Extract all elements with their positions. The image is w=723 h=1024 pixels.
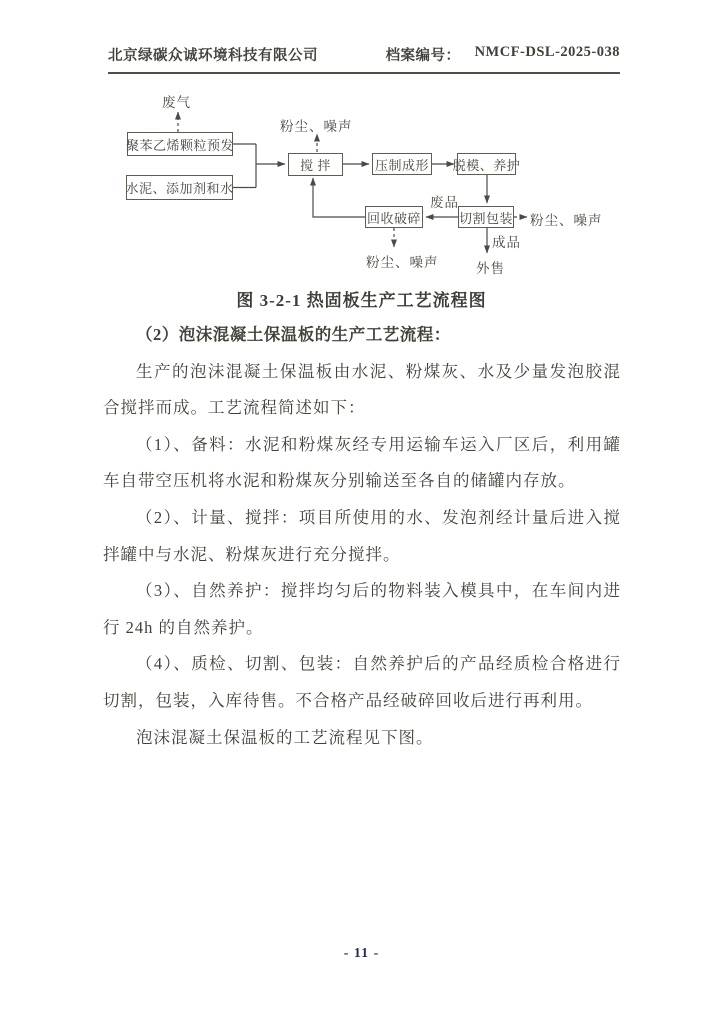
archive-number-group bbox=[386, 44, 620, 65]
paragraph-step-1: （1）、备料：水泥和粉煤灰经专用运输车运入厂区后，利用罐车自带空压机将水泥和粉煤灰分别输送至各自的储罐内存放。 bbox=[103, 434, 621, 491]
company-name: 北京绿碳众诚环境科技有限公司 bbox=[108, 48, 318, 64]
archive-number: NMCF-DSL-2025-038 bbox=[474, 44, 620, 60]
section-heading: （2）泡沫混凝土保温板的生产工艺流程： bbox=[136, 325, 451, 344]
flow-box-recycle-crushing: 回收破碎 bbox=[365, 206, 423, 228]
flow-box-cement-additive-water: 水泥、添加剂和水 bbox=[126, 175, 233, 200]
flow-box-cutting-packing: 切割包装 bbox=[458, 206, 514, 228]
document-body bbox=[103, 317, 621, 756]
connector-inputs bbox=[233, 144, 256, 188]
flow-box-eps-prefoam: 聚苯乙烯颗粒预发 bbox=[127, 132, 233, 156]
figure-caption: 图 3-2-1 热固板生产工艺流程图 bbox=[236, 291, 487, 310]
flow-label-dust-noise-right: 粉尘、噪声 bbox=[530, 213, 603, 228]
flow-label-scrap: 废品 bbox=[430, 195, 459, 210]
flow-box-press-forming: 压制成形 bbox=[372, 153, 432, 175]
paragraph-closing: 泡沫混凝土保温板的工艺流程见下图。 bbox=[136, 727, 434, 747]
paragraph-step-4: （4）、质检、切割、包装：自然养护后的产品经质检合格进行切割，包装，入库待售。不合格产品经破碎回收后进行再利用。 bbox=[103, 654, 621, 710]
flow-label-dust-noise-top: 粉尘、噪声 bbox=[280, 119, 353, 134]
flow-label-dust-noise-bottom: 粉尘、噪声 bbox=[366, 255, 439, 270]
flow-box-mixing: 搅 拌 bbox=[288, 153, 343, 176]
process-flowchart bbox=[100, 88, 623, 286]
flow-label-external-sale: 外售 bbox=[476, 261, 505, 276]
flow-label-waste-gas: 废气 bbox=[162, 95, 191, 110]
paragraph-step-2: （2）、计量、搅拌：项目所使用的水、发泡剂经计量后进入搅拌罐中与水泥、粉煤灰进行充分搅拌。 bbox=[103, 507, 621, 564]
paragraph-step-3: （3）、自然养护：搅拌均匀后的物料装入模具中，在车间内进行 24h 的自然养护。 bbox=[103, 581, 621, 637]
archive-label: 档案编号： bbox=[385, 48, 461, 64]
page-header bbox=[108, 44, 620, 74]
flow-box-demold-curing: 脱模、养护 bbox=[457, 153, 516, 175]
arrow-recycle-to-mixing bbox=[313, 178, 365, 217]
paragraph-intro: 生产的泡沫混凝土保温板由水泥、粉煤灰、水及少量发泡胶混合搅拌而成。工艺流程简述如下： bbox=[103, 361, 621, 418]
page-number: - 11 - bbox=[343, 946, 380, 961]
flow-label-finished-product: 成品 bbox=[492, 235, 521, 250]
